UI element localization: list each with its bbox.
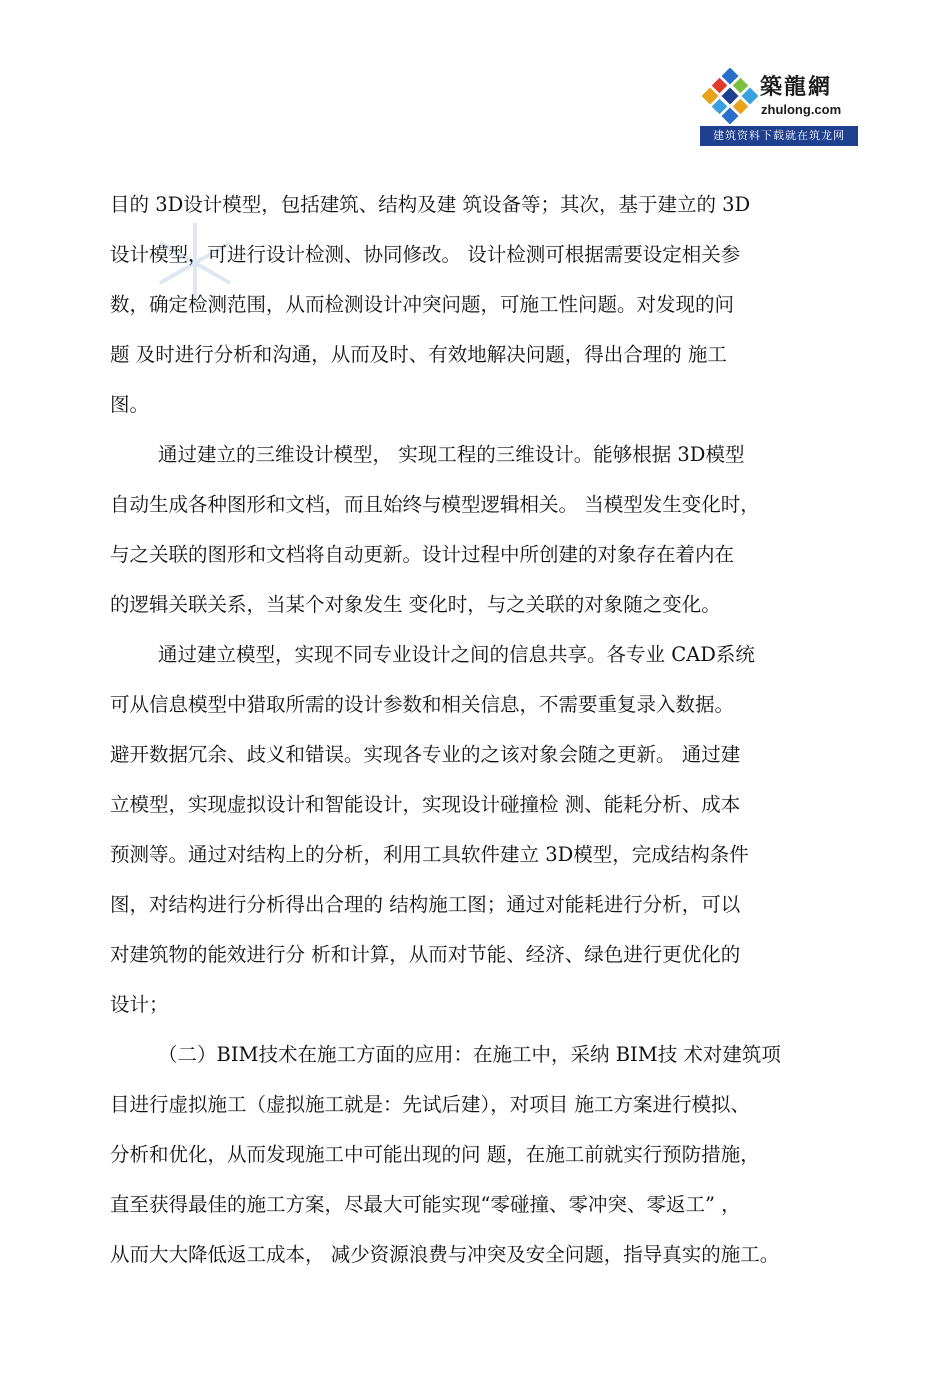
text-line: 数，确定检测范围，从而检测设计冲突问题，可施工性问题。对发现的问: [110, 293, 735, 316]
text-line: 通过建立模型，实现不同专业设计之间的信息共享。各专业 CAD系统: [158, 643, 755, 666]
text-line: 图。: [110, 393, 150, 416]
text-line: 题 及时进行分析和沟通，从而及时、有效地解决问题，得出合理的 施工: [110, 343, 727, 366]
logo-domain: zhulong.com: [761, 102, 842, 117]
paragraph: [110, 1030, 875, 1280]
logo-top: [700, 66, 858, 126]
text-line: 直至获得最佳的施工方案，尽最大可能实现“零碰撞、零冲突、零返工” ，: [110, 1193, 741, 1216]
text-line: 立模型，实现虚拟设计和智能设计，实现设计碰撞检 测、能耗分析、成本: [110, 793, 741, 816]
text-line: 可从信息模型中猎取所需的设计参数和相关信息，不需要重复录入数据。: [110, 693, 735, 716]
text-line: 设计；: [110, 993, 169, 1016]
text-line: 目的 3D设计模型，包括建筑、结构及建 筑设备等；其次，基于建立的 3D: [110, 193, 751, 216]
text-line: 避开数据冗余、歧义和错误。实现各专业的之该对象会随之更新。 通过建: [110, 743, 741, 766]
text-line: （二）BIM技术在施工方面的应用：在施工中，采纳 BIM技 术对建筑项: [158, 1043, 781, 1066]
diamond-logo-icon: [702, 68, 758, 124]
text-line: 设计模型，可进行设计检测、协同修改。 设计检测可根据需要设定相关参: [110, 243, 741, 266]
text-line: 分析和优化，从而发现施工中可能出现的问 题，在施工前就实行预防措施，: [110, 1143, 760, 1166]
zhulong-logo: [700, 66, 858, 146]
text-line: 通过建立的三维设计模型， 实现工程的三维设计。能够根据 3D模型: [158, 443, 745, 466]
text-line: 从而大大降低返工成本， 减少资源浪费与冲突及安全问题，指导真实的施工。: [110, 1243, 780, 1266]
text-line: 自动生成各种图形和文档，而且始终与模型逻辑相关。 当模型发生变化时，: [110, 493, 760, 516]
text-line: 图，对结构进行分析得出合理的 结构施工图；通过对能耗进行分析，可以: [110, 893, 741, 916]
text-line: 的逻辑关联关系，当某个对象发生 变化时，与之关联的对象随之变化。: [110, 593, 721, 616]
paragraph: [110, 430, 875, 630]
logo-chinese-name: 築龍網: [760, 74, 833, 100]
text-line: 与之关联的图形和文档将自动更新。设计过程中所创建的对象存在着内在: [110, 543, 735, 566]
paragraph: [110, 180, 875, 430]
text-line: 目进行虚拟施工（虚拟施工就是：先试后建），对项目 施工方案进行模拟、: [110, 1093, 750, 1116]
text-line: 预测等。通过对结构上的分析，利用工具软件建立 3D模型，完成结构条件: [110, 843, 749, 866]
text-line: 对建筑物的能效进行分 析和计算，从而对节能、经济、绿色进行更优化的: [110, 943, 741, 966]
logo-slogan: 建筑资料下载就在筑龙网: [700, 126, 858, 146]
paragraph: [110, 630, 875, 1030]
body-text: [110, 180, 875, 1280]
